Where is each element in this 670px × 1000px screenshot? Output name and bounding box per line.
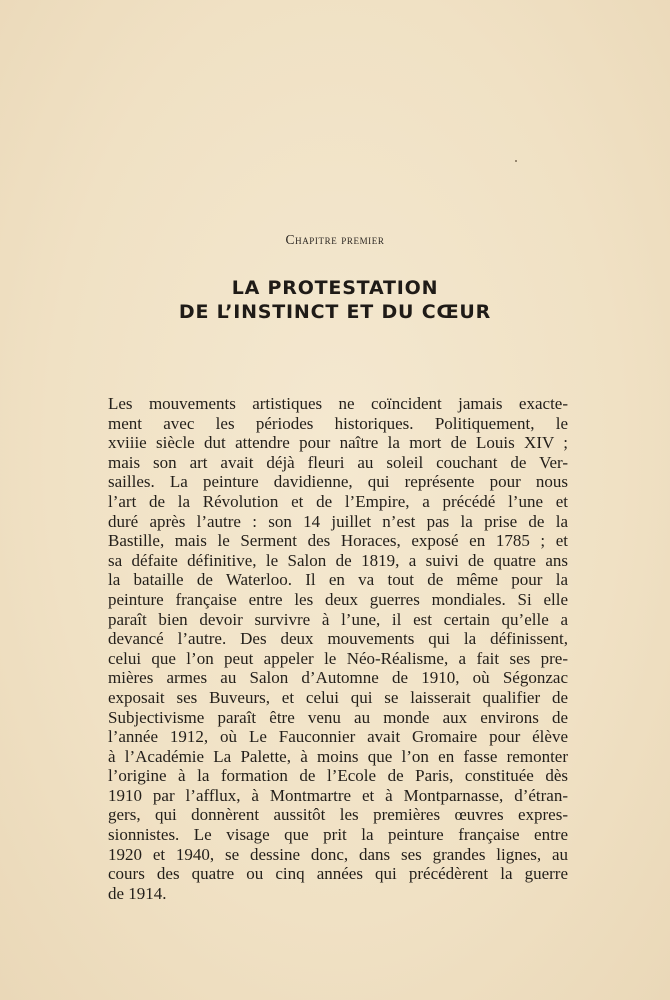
text-line-15: mières armes au Salon d’Automne de 1910, où Ségonzac (108, 668, 568, 688)
text-line-10: la bataille de Waterloo. Il en va tout de même pour la (108, 570, 568, 590)
text-line-5: sailles. La peinture davidienne, qui représente pour nous (108, 472, 568, 492)
text-line-26: de 1914. (108, 883, 167, 903)
text-line-25: cours des quatre ou cinq années qui précédèrent la guerre (108, 864, 568, 884)
chapter-title-line-2: DE L’INSTINCT ET DU CŒUR (178, 301, 492, 323)
text-line-6: l’art de la Révolution et de l’Empire, a précédé l’une et (108, 491, 568, 511)
text-line-24: 1920 et 1940, se dessine donc, dans ses grandes lignes, au (108, 844, 568, 864)
text-line-13: devancé l’autre. Des deux mouvements qui la définissent, (108, 629, 568, 649)
chapter-label: Chapitre premier (285, 232, 385, 247)
text-line-23: sionnistes. Le visage que prit la peinture française entre (108, 825, 568, 845)
text-line-14: celui que l’on peut appeler le Néo-Réalisme, a fait ses pre- (108, 648, 568, 668)
text-line-20: l’origine à la formation de l’Ecole de Paris, constituée dès (108, 766, 568, 786)
text-line-12: paraît bien devoir survivre à l’une, il est certain qu’elle a (108, 609, 568, 629)
text-line-7: duré après l’autre : son 14 juillet n’est pas la prise de la (108, 511, 568, 531)
paper-speck (515, 160, 517, 162)
body-paragraph (108, 394, 568, 903)
text-line-16: exposait ses Buveurs, et celui qui se laisserait qualifier de (108, 687, 568, 707)
chapter-title (0, 276, 670, 324)
text-line-19: à l’Académie La Palette, à moins que l’on en fasse remonter (108, 746, 568, 766)
chapter-title-line-1: LA PROTESTATION (231, 277, 439, 299)
text-line-4: mais son art avait déjà fleuri au soleil couchant de Ver- (108, 452, 568, 472)
text-line-9: sa défaite définitive, le Salon de 1819, a suivi de quatre ans (108, 550, 568, 570)
text-line-2: ment avec les périodes historiques. Politiquement, le (108, 413, 568, 433)
text-line-22: gers, qui donnèrent aussitôt les premières œuvres expres- (108, 805, 568, 825)
text-line-21: 1910 par l’afflux, à Montmartre et à Montparnasse, d’étran- (108, 785, 568, 805)
text-line-18: l’année 1912, où Le Fauconnier avait Gromaire pour élève (108, 727, 568, 747)
text-line-1: Les mouvements artistiques ne coïncident jamais exacte- (108, 394, 568, 413)
text-line-11: peinture française entre les deux guerres mondiales. Si elle (108, 589, 568, 609)
text-line-3: xviiie siècle dut attendre pour naître la mort de Louis XIV ; (108, 433, 568, 453)
text-line-17: Subjectivisme paraît être venu au monde aux environs de (108, 707, 568, 727)
text-line-8: Bastille, mais le Serment des Horaces, exposé en 1785 ; et (108, 531, 568, 551)
